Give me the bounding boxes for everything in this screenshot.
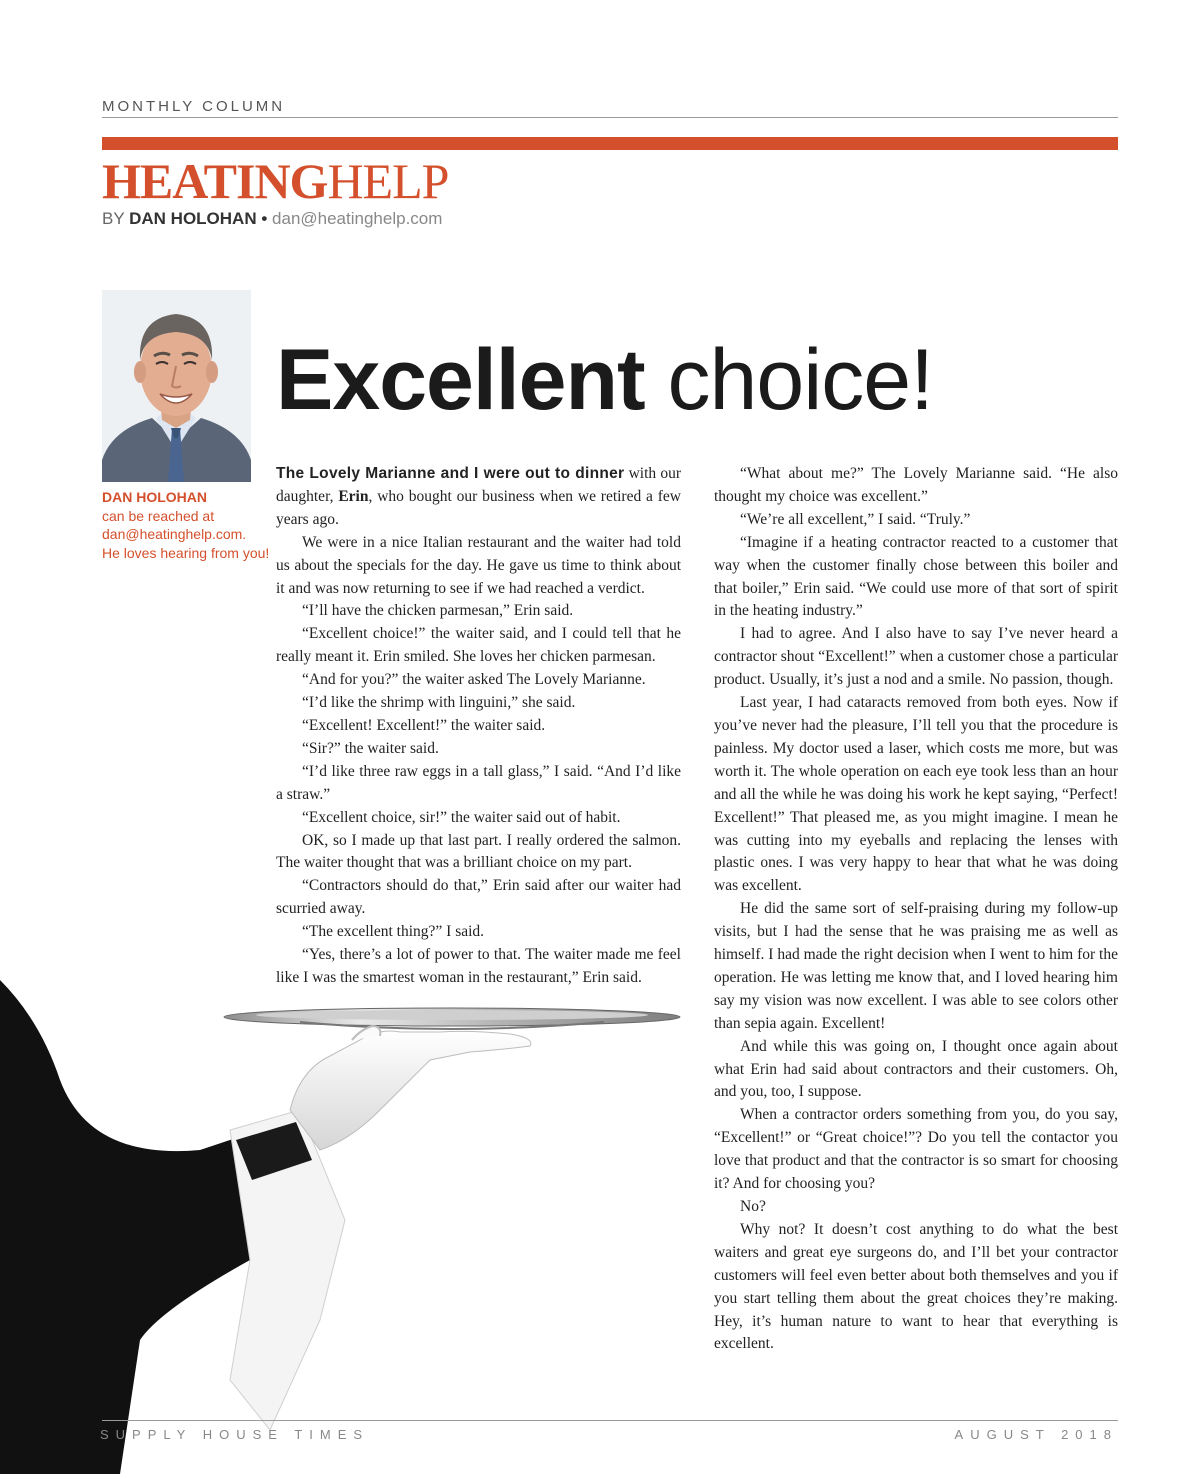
paragraph: No?: [740, 1198, 766, 1215]
paragraph: “Sir?” the waiter said.: [302, 739, 439, 757]
top-rule: [102, 117, 1118, 118]
paragraph: “Imagine if a heating contractor reacted to a customer that way when the customer finally chose between this boiler and that boiler,” Erin said. “We could use more of that sort of spirit in the heating industry.”: [714, 533, 1118, 620]
paragraph: OK, so I made up that last part. I really ordered the salmon. The waiter thought that was a brilliant choice on my part.: [276, 831, 681, 872]
byline-author: DAN HOLOHAN: [129, 209, 257, 228]
footer-rule: [102, 1420, 1118, 1421]
article-headline: [276, 330, 933, 430]
paragraph: “The excellent thing?” I said.: [302, 923, 485, 941]
logo-light-text: HELP: [327, 153, 449, 209]
footer-date: AUGUST 2018: [954, 1427, 1118, 1442]
headline-light: choice!: [667, 332, 934, 428]
lead-text-1: with our daughter,: [276, 465, 682, 505]
logo-bold-text: HEATING: [102, 153, 328, 209]
paragraph: Last year, I had cataracts removed from both eyes. Now if you’ve never had the pleasure, I’ll tell you that the procedure is painless. My doctor used a laser, which costs me more, but was worth it. The whole operation on each eye took less than an hour and all the while he was doing his work he kept saying, “Perfect! Excellent!” That pleased me, as you might imagine. I mean he was cutting into my eyeballs and replacing the lenses with plastic ones. I was very happy to hear that what he was doing was excellent.: [714, 694, 1118, 895]
paragraph: “We’re all excellent,” I said. “Truly.”: [740, 510, 971, 528]
footer-publication: SUPPLY HOUSE TIMES: [100, 1427, 370, 1442]
paragraph: “And for you?” the waiter asked The Lovely Marianne.: [302, 671, 646, 689]
byline-prefix: BY: [102, 209, 125, 228]
byline: [102, 209, 442, 229]
byline-email: dan@heatinghelp.com: [272, 209, 443, 228]
paragraph: We were in a nice Italian restaurant and the waiter had told us about the specials for the day. He gave us time to think about it and was now returning to see if we had reached a verdict.: [276, 533, 681, 597]
paragraph: And while this was going on, I thought once again about what Erin had said about contractors and their customers. Oh, and you, too, I suppose.: [714, 1037, 1118, 1101]
paragraph: “Contractors should do that,” Erin said after our waiter had scurried away.: [276, 877, 681, 918]
headline-bold: Excellent: [276, 332, 645, 428]
caption-author-name: DAN HOLOHAN: [102, 489, 207, 505]
author-caption: [102, 488, 274, 562]
section-label: MONTHLY COLUMN: [102, 98, 286, 115]
author-photo-illustration: [102, 290, 251, 482]
paragraph: “What about me?” The Lovely Marianne said. “He also thought my choice was excellent.”: [714, 465, 1118, 505]
accent-bar: [102, 137, 1118, 150]
lead-name: Erin: [338, 487, 369, 505]
byline-separator: •: [261, 209, 268, 228]
lead-paragraph: [276, 463, 681, 532]
paragraph: Why not? It doesn’t cost anything to do what the best waiters and great eye surgeons do, and I’ll bet your contractor customers will feel even better about both themselves and you if you start telling them about the great choices they’re making. Hey, it’s human nature to want to hear that everything is excellent.: [714, 1220, 1118, 1353]
paragraph: “Excellent choice, sir!” the waiter said out of habit.: [302, 808, 621, 826]
article-column-right: [714, 463, 1118, 1356]
caption-line-1: can be reached at: [102, 507, 215, 524]
paragraph: He did the same sort of self-praising during my follow-up visits, but I had the sense that he was praising me as well as himself. I had made the right decision when I went to him for the operation. He was letting me know that, and I loved hearing him say my vision was now excellent. I was able to see colors other than sepia again. Excellent!: [714, 900, 1118, 1032]
waiter-tray-illustration: [0, 960, 700, 1474]
paragraph: I had to agree. And I also have to say I’ve never heard a contractor shout “Excellent!” when a customer chose a particular product. Usually, it’s just a nod and a smile. No passion, though.: [714, 625, 1118, 689]
lead-in: The Lovely Marianne and I were out to dinner: [276, 465, 625, 482]
paragraph: “I’d like the shrimp with linguini,” she said.: [302, 694, 576, 712]
lead-text-2: , who bought our business when we retired a few years ago.: [276, 487, 682, 528]
column-logo: [102, 152, 448, 210]
paragraph: “Yes, there’s a lot of power to that. The waiter made me feel like I was the smartest woman in the restaurant,” Erin said.: [276, 946, 681, 986]
caption-line-2: dan@heatinghelp.com.: [102, 526, 247, 542]
paragraph: “I’d like three raw eggs in a tall glass,” I said. “And I’d like a straw.”: [276, 762, 681, 803]
paragraph: “Excellent! Excellent!” the waiter said.: [302, 716, 546, 734]
article-column-left: [276, 463, 681, 990]
author-photo: [102, 290, 251, 482]
paragraph: When a contractor orders something from you, do you say, “Excellent!” or “Great choice!”? Do you tell the contactor you love that product and that the contractor is so smart for choosing it? And for choosing you?: [714, 1106, 1118, 1193]
waiter-illustration: [0, 960, 700, 1474]
paragraph: “I’ll have the chicken parmesan,” Erin said.: [302, 602, 574, 620]
caption-line-3: He loves hearing from you!: [102, 544, 270, 561]
paragraph: “Excellent choice!” the waiter said, and I could tell that he really meant it. Erin smiled. She loves her chicken parmesan.: [276, 625, 681, 666]
page-number: 48: [30, 1422, 52, 1443]
